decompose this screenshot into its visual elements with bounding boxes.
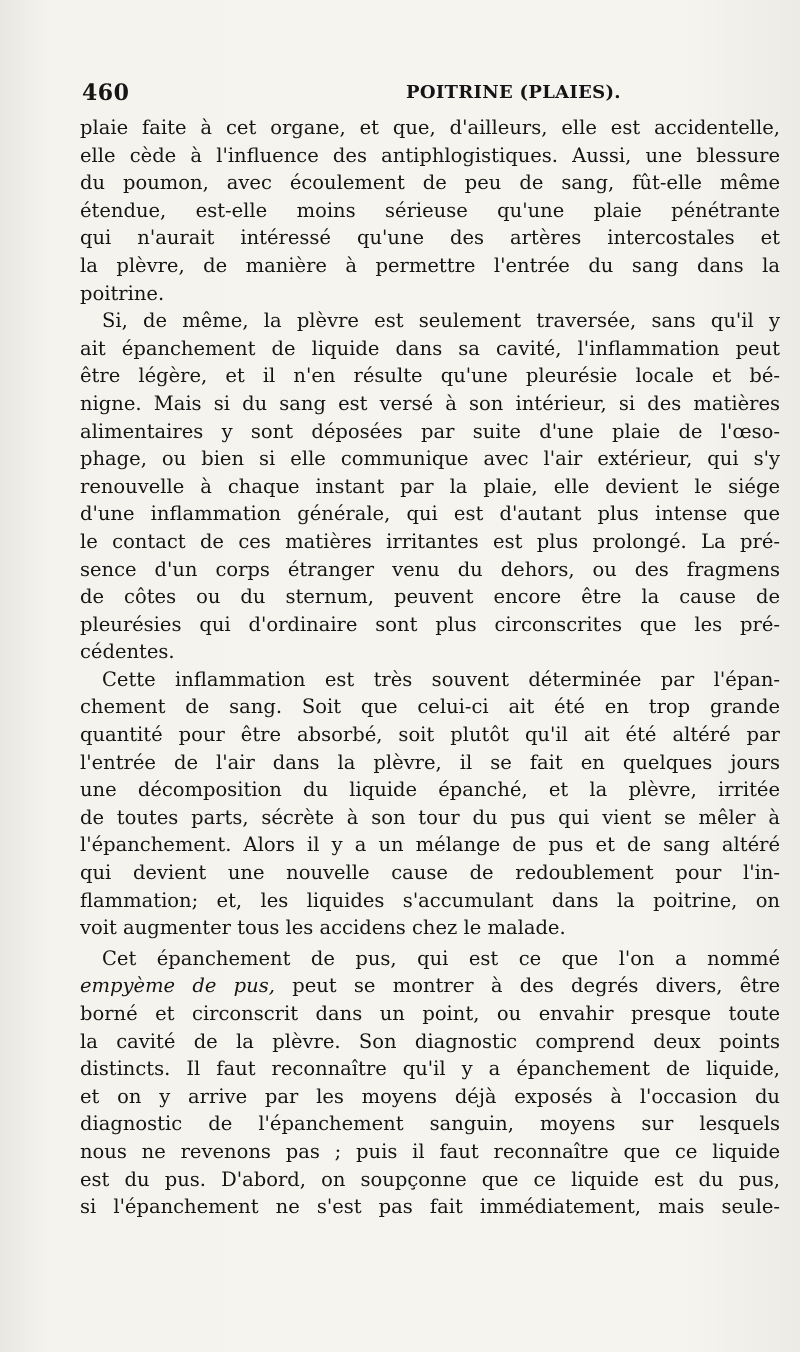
text-line: le contact de ces matières irritantes est plus prolongé. La pré- <box>80 529 780 553</box>
text-line: chement de sang. Soit que celui-ci ait été en trop grande <box>80 695 780 719</box>
text-line: l'épanchement. Alors il y a un mélange de pus et de sang altéré <box>80 833 780 857</box>
text-line: cédentes. <box>80 640 175 664</box>
text-line: qui n'aurait intéressé qu'une des artères intercostales et <box>80 226 780 250</box>
text-line: elle cède à l'influence des antiphlogistiques. Aussi, une blessure <box>80 143 780 167</box>
italic-term: empyème de pus, <box>80 974 275 998</box>
text-line: renouvelle à chaque instant par la plaie, elle devient le siége <box>80 474 780 498</box>
text-line: Cet épanchement de pus, qui est ce que l'on a nommé <box>102 946 780 970</box>
text-line: quantité pour être absorbé, soit plutôt qu'il ait été altéré par <box>80 723 780 747</box>
text-line: plaie faite à cet organe, et que, d'ailleurs, elle est accidentelle, <box>80 116 780 139</box>
text-line: poitrine. <box>80 281 165 305</box>
text-line: voit augmenter tous les accidens chez le malade. <box>80 916 566 940</box>
paragraph-2 <box>80 307 780 666</box>
text-line: du poumon, avec écoulement de peu de sang, fût-elle même <box>80 171 780 195</box>
text-line: une décomposition du liquide épanché, et la plèvre, irritée <box>80 778 780 802</box>
text-line: nigne. Mais si du sang est versé à son intérieur, si des matières <box>80 391 780 415</box>
text-line: être légère, et il n'en résulte qu'une pleurésie locale et bé- <box>80 364 780 388</box>
text-line: borné et circonscrit dans un point, ou envahir presque toute <box>80 1002 780 1025</box>
text-line: alimentaires y sont déposées par suite d'une plaie de l'œso- <box>80 419 780 443</box>
text-line <box>80 972 780 1000</box>
text-line: la plèvre, de manière à permettre l'entrée du sang dans la <box>80 253 780 277</box>
text-line: diagnostic de l'épanchement sanguin, moyens sur lesquels <box>80 1112 780 1136</box>
text-line: de côtes ou du sternum, peuvent encore être la cause de <box>80 585 780 609</box>
text-line: l'entrée de l'air dans la plèvre, il se fait en quelques jours <box>80 750 780 774</box>
page-number: 460 <box>82 80 130 106</box>
page-header <box>80 80 780 114</box>
text-line: est du pus. D'abord, on soupçonne que ce liquide est du pus, <box>80 1167 780 1191</box>
text-line: ait épanchement de liquide dans sa cavité, l'inflammation peut <box>80 336 780 360</box>
text-line: d'une inflammation générale, qui est d'autant plus intense que <box>80 502 780 526</box>
paragraph-3 <box>80 666 780 942</box>
text-line: et on y arrive par les moyens déjà exposés à l'occasion du <box>80 1084 780 1108</box>
text-line: de toutes parts, sécrète à son tour du pus qui vient se mêler à <box>80 805 780 829</box>
text-line: distincts. Il faut reconnaître qu'il y a épanchement de liquide, <box>80 1057 780 1081</box>
running-title: POITRINE (PLAIES). <box>406 82 621 103</box>
text-line: qui devient une nouvelle cause de redoublement pour l'in- <box>80 861 780 885</box>
text-line: étendue, est-elle moins sérieuse qu'une plaie pénétrante <box>80 198 780 222</box>
text-line: Cette inflammation est très souvent déterminée par l'épan- <box>102 667 780 691</box>
text-line: flammation; et, les liquides s'accumulant dans la poitrine, on <box>80 888 780 912</box>
text-line: la cavité de la plèvre. Son diagnostic comprend deux points <box>80 1029 780 1053</box>
text-line: nous ne revenons pas ; puis il faut reconnaître que ce liquide <box>80 1139 780 1163</box>
text-line: si l'épanchement ne s'est pas fait immédiatement, mais seule- <box>80 1195 780 1219</box>
body-text <box>80 114 780 1221</box>
text-line: pleurésies qui d'ordinaire sont plus circonscrites que les pré- <box>80 612 780 636</box>
text-line: phage, ou bien si elle communique avec l'air extérieur, qui s'y <box>80 447 780 471</box>
paragraph-4 <box>80 945 780 1221</box>
text-line: Si, de même, la plèvre est seulement traversée, sans qu'il y <box>102 309 780 333</box>
text-line: sence d'un corps étranger venu du dehors, ou des fragmens <box>80 557 780 581</box>
text-line-rest: peut se montrer à des degrés divers, être <box>274 974 780 998</box>
paragraph-1 <box>80 114 780 307</box>
